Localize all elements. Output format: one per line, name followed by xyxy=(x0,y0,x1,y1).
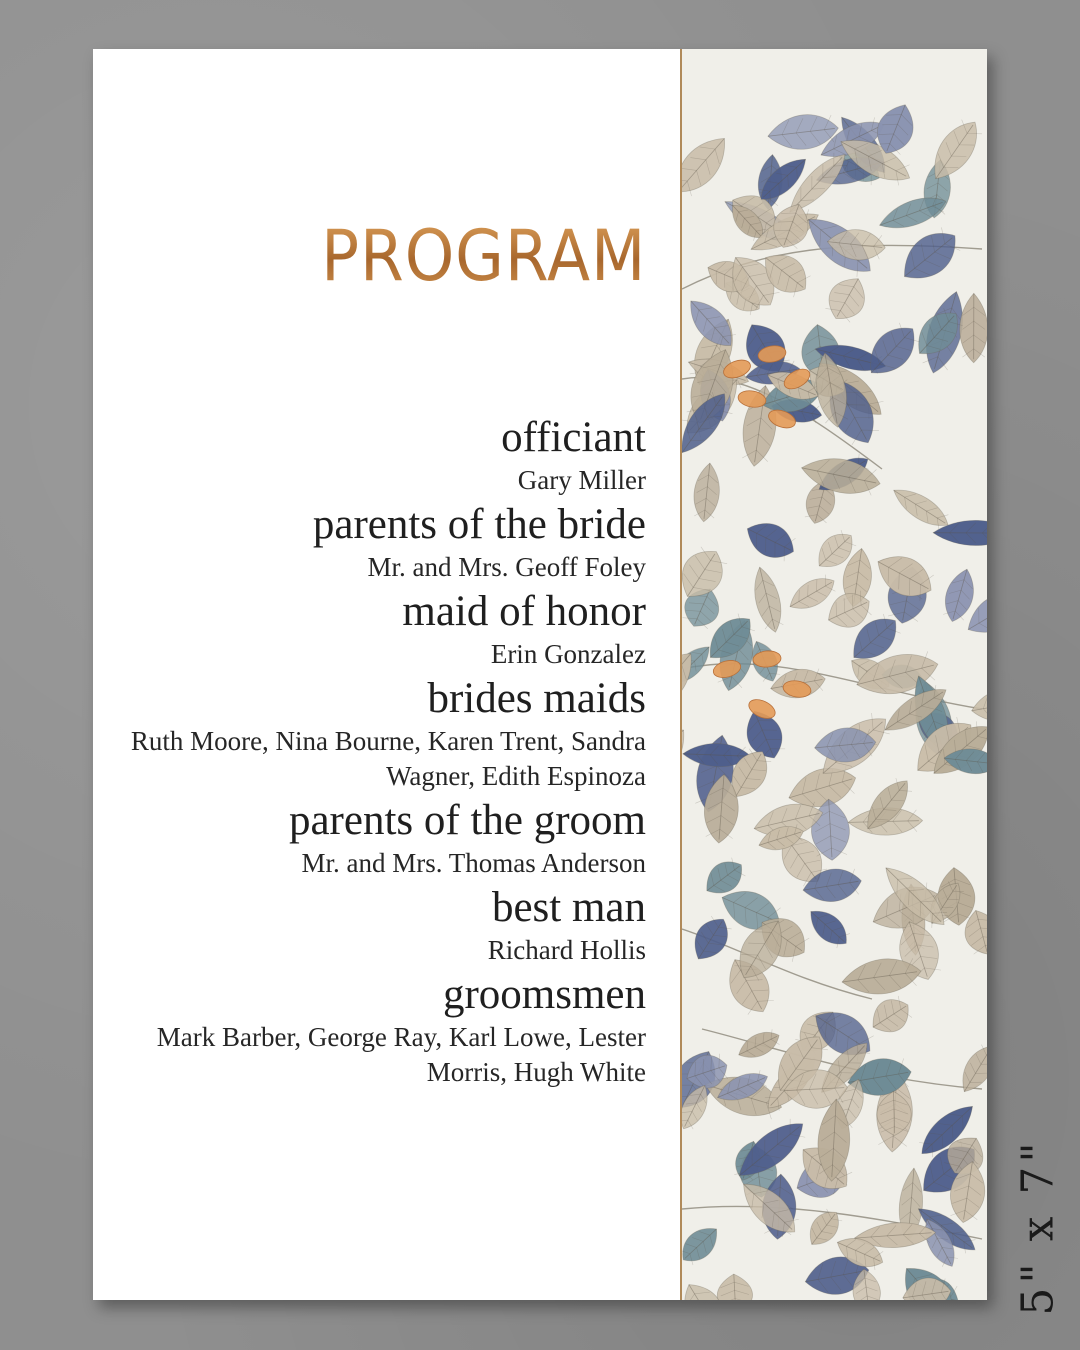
leaf xyxy=(686,911,737,967)
size-label xyxy=(1012,1138,1064,1316)
names-best-man: Richard Hollis xyxy=(487,935,646,965)
role-maid-of-honor: maid of honor xyxy=(402,588,646,635)
names-brides-maids: Ruth Moore, Nina Bourne, Karen Trent, Sandra Wagner, Edith Espinoza xyxy=(130,726,646,791)
leaf xyxy=(893,221,967,291)
names-parents-of-bride: Mr. and Mrs. Geoff Foley xyxy=(367,552,646,582)
names-parents-of-groom: Mr. and Mrs. Thomas Anderson xyxy=(301,848,646,878)
leaf xyxy=(954,1040,987,1098)
leaf xyxy=(682,1220,725,1270)
leaf xyxy=(803,902,855,952)
leaf xyxy=(734,1026,784,1065)
leaf xyxy=(859,317,926,385)
role-best-man: best man xyxy=(491,884,646,931)
leaf xyxy=(740,514,800,566)
floral-panel xyxy=(680,49,987,1300)
role-groomsmen: groomsmen xyxy=(442,971,646,1018)
leaf xyxy=(716,1273,753,1300)
program-card xyxy=(93,49,987,1300)
foliage-illustration xyxy=(682,49,987,1300)
names-groomsmen: Mark Barber, George Ray, Karl Lowe, Lester Morris, Hugh White xyxy=(156,1022,646,1087)
leaf xyxy=(691,462,722,523)
role-parents-of-bride: parents of the bride xyxy=(312,501,646,548)
size-label-text: 5" x 7" xyxy=(1012,1138,1064,1316)
names-officiant: Gary Miller xyxy=(517,465,646,495)
role-officiant: officiant xyxy=(501,414,646,461)
leaf xyxy=(865,991,917,1040)
leaf xyxy=(888,481,954,534)
leaf xyxy=(821,270,874,327)
leaf xyxy=(960,293,987,362)
role-parents-of-groom: parents of the groom xyxy=(288,797,646,844)
leaf xyxy=(969,685,987,726)
names-maid-of-honor: Erin Gonzalez xyxy=(490,639,646,669)
leaf xyxy=(748,564,787,634)
program-entries xyxy=(93,413,646,1090)
program-title: PROGRAM xyxy=(320,215,646,297)
leaf xyxy=(682,128,737,203)
role-brides-maids: brides maids xyxy=(427,675,646,722)
